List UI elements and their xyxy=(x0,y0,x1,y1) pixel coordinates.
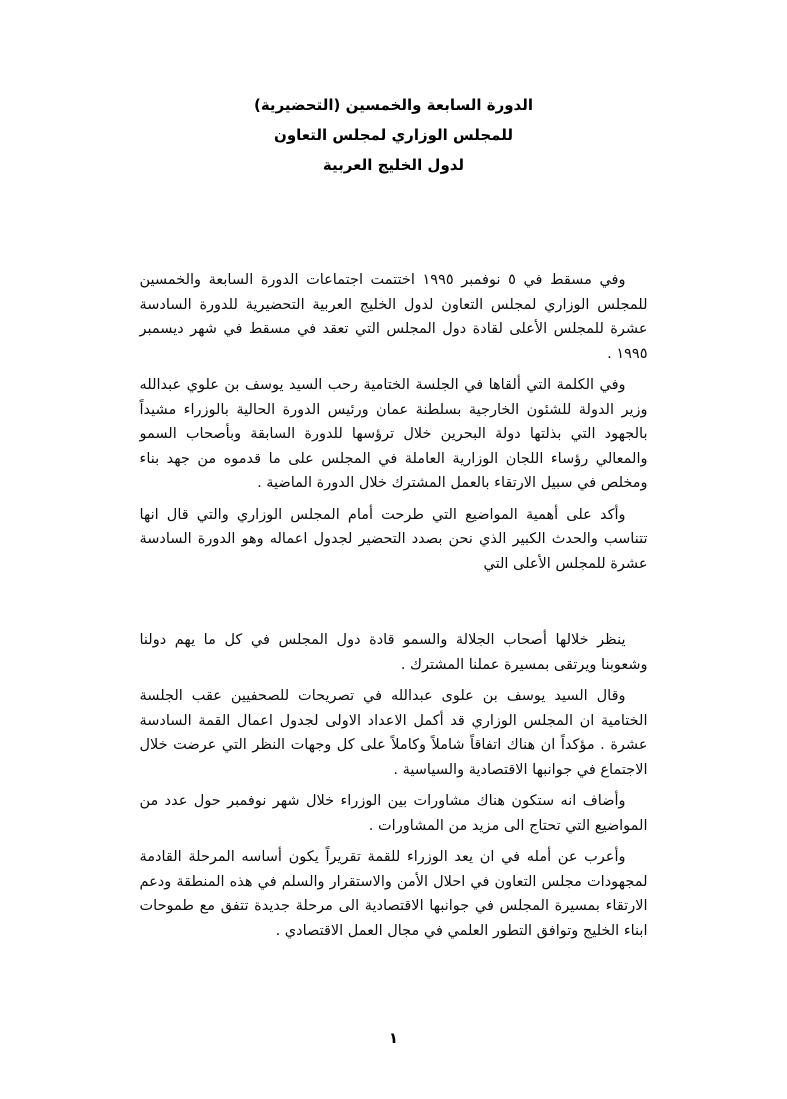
paragraph: وأعرب عن أمله في ان يعد الوزراء للقمة تقريراً يكون أساسه المرحلة القادمة لمجهودات مجلس التعاون في احلال الأمن والاستقرار والسلم في هذه المنطقة ودعم الارتقاء بمسيرة المجلس في جوانبها الاقتصادية الى مرحلة جديدة تتفق مع طموحات ابناء الخليج وتوافق التطور العلمي في مجال العمل الاقتصادي . xyxy=(139,849,648,939)
paragraph: وفي مسقط في ٥ نوفمبر ١٩٩٥ اختتمت اجتماعات الدورة السابعة والخمسين للمجلس الوزاري لمجلس التعاون لدول الخليج العربية التحضيرية للدورة السادسة عشرة للمجلس الأعلى لقادة دول المجلس التي تعقد في مسقط في شهر ديسمبر ١٩٩٥ . xyxy=(139,272,648,362)
paragraph: وأكد على أهمية المواضيع التي طرحت أمام المجلس الوزاري والتي قال انها تتناسب والحدث الكبير الذي نحن بصدد التحضير لجدول اعماله وهو الدورة السادسة عشرة للمجلس الأعلى التي xyxy=(139,506,648,572)
page-number: ١ xyxy=(388,1029,399,1047)
paragraph: ينظر خلالها أصحاب الجلالة والسمو قادة دول المجلس في كل ما يهم دولنا وشعوبنا ويرتقى بمسيرة عملنا المشترك . xyxy=(139,632,648,673)
title-line-3: لدول الخليج العربية xyxy=(322,156,465,174)
paragraph: وقال السيد يوسف بن علوى عبدالله في تصريحات للصحفيين عقب الجلسة الختامية ان المجلس الوزاري قد أكمل الاعداد الاولى لجدول اعمال القمة السادسة عشرة . مؤكداً ان هناك اتفاقاً شاملاً وكاملاً على كل وجهات النظر التي عرضت خلال الاجتماع في جوانبها الاقتصادية والسياسية . xyxy=(139,688,648,778)
document-title xyxy=(0,90,787,180)
document-body xyxy=(140,268,648,943)
paragraph: وفي الكلمة التي ألقاها في الجلسة الختامية رحب السيد يوسف بن علوي عبدالله وزير الدولة للشئون الخارجية بسلطنة عمان ورئيس الدورة الحالية بالوزراء مشيداً بالجهود التي بذلتها دولة البحرين خلال ترؤسها للدورة السابقة وبأصحاب السمو والمعالي رؤساء اللجان الوزارية العاملة في المجلس على ما قدموه من جهد بناء ومخلص في سبيل الارتقاء بالعمل المشترك خلال الدورة الماضية . xyxy=(139,377,648,491)
title-line-2: للمجلس الوزاري لمجلس التعاون xyxy=(274,126,513,144)
paragraph: وأضاف انه ستكون هناك مشاورات بين الوزراء خلال شهر نوفمبر حول عدد من المواضيع التي تحتاج الى مزيد من المشاورات . xyxy=(139,793,648,834)
title-line-1: الدورة السابعة والخمسين (التحضيرية) xyxy=(253,96,534,114)
